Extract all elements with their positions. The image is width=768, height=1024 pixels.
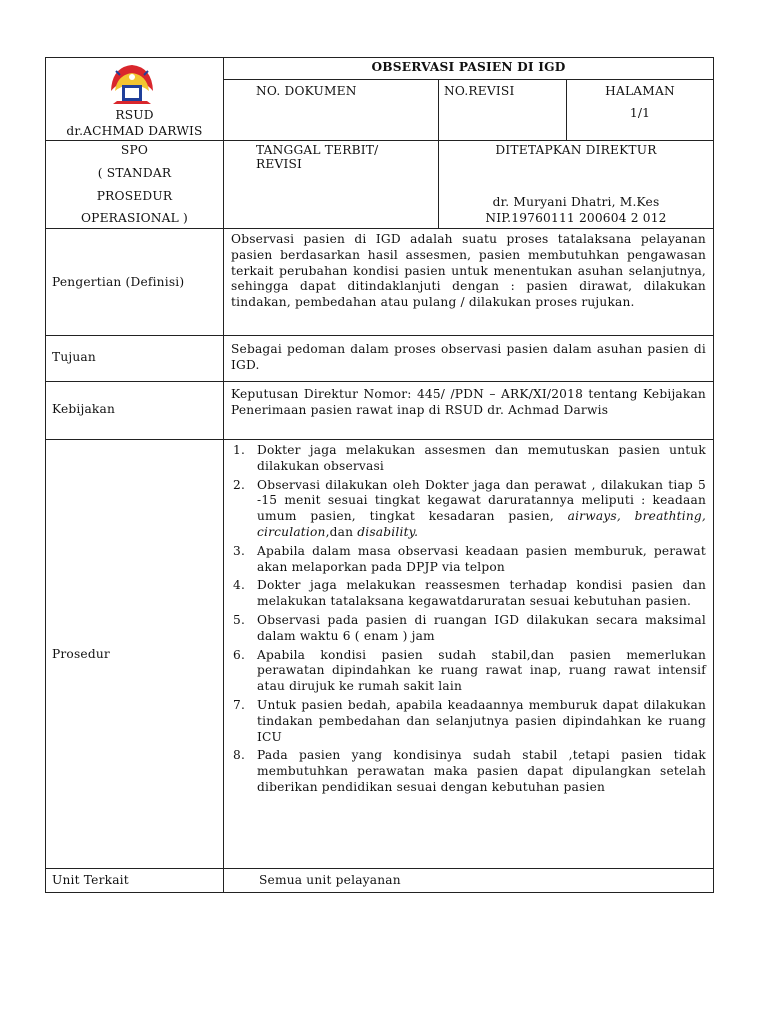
- list-item: [233, 698, 706, 745]
- kebijakan-label: Kebijakan: [52, 402, 116, 416]
- list-item-text: Observasi pada pasien di ruangan IGD dilakukan secara maksimal dalam waktu 6 ( enam ) jam: [257, 612, 706, 643]
- list-item: [233, 578, 706, 610]
- pengertian-label: Pengertian (Definisi): [52, 275, 185, 289]
- list-item-number: 3.: [233, 543, 246, 558]
- list-item-text: Dokter jaga melakukan assesmen dan memutuskan pasien untuk dilakukan observasi: [257, 443, 706, 473]
- list-item-italic: airways, breathting, circulation: [257, 509, 706, 539]
- ditetapkan-direktur-label: DITETAPKAN DIREKTUR: [495, 143, 657, 157]
- row-separator-6: [45, 868, 714, 869]
- spo-label-line2: ( STANDAR: [97, 166, 172, 180]
- halaman-label: HALAMAN: [605, 84, 675, 98]
- hospital-name-line2: dr.ACHMAD DARWIS: [66, 124, 203, 138]
- table-border-right: [713, 57, 714, 893]
- no-dokumen-label: NO. DOKUMEN: [256, 84, 357, 98]
- list-item-text: Apabila kondisi pasien sudah stabil,dan pasien memerlukan perawatan dipindahkan ke ruang rawat inap, ruang rawat intensif atau dirujuk ke rumah sakit lain: [257, 647, 706, 694]
- table-border-top: [45, 57, 714, 58]
- tujuan-label: Tujuan: [52, 350, 96, 364]
- list-item-text: ,dan: [325, 524, 358, 539]
- prosedur-label: Prosedur: [52, 647, 110, 661]
- list-item-italic: disability.: [357, 524, 419, 539]
- table-border-left: [45, 57, 46, 893]
- list-item: [233, 648, 706, 695]
- list-item-number: 7.: [233, 697, 246, 712]
- list-item: [233, 613, 706, 645]
- tujuan-text: Sebagai pedoman dalam proses observasi pasien dalam asuhan pasien di IGD.: [231, 342, 706, 372]
- header-divider-1: [438, 79, 439, 140]
- list-item-text: Pada pasien yang kondisinya sudah stabil ,tetapi pasien tidak membutuhkan perawatan maka pasien dapat dipulangkan setelah diberikan pendidikan sesuai dengan kebutuhan pasien: [257, 748, 706, 794]
- list-item-number: 6.: [233, 647, 246, 662]
- table-border-bottom: [45, 892, 714, 893]
- row-separator-1: [45, 140, 714, 141]
- column-divider: [223, 57, 224, 893]
- list-item-number: 5.: [233, 612, 246, 627]
- tanggal-terbit-label: TANGGAL TERBIT/: [256, 143, 379, 157]
- list-item-text: Dokter jaga melakukan reassesmen terhadap kondisi pasien dan melakukan tatalaksana kegawatdaruratan sesuai kebutuhan pasien.: [257, 578, 706, 609]
- prosedur-list: [233, 443, 706, 799]
- hospital-name-line1: RSUD: [115, 108, 154, 122]
- spo-label-line4: OPERASIONAL ): [80, 211, 188, 225]
- list-item-number: 8.: [233, 748, 246, 763]
- unit-terkait-label: Unit Terkait: [52, 873, 129, 887]
- pengertian-text: Observasi pasien di IGD adalah suatu proses tatalaksana pelayanan pasien berdasarkan hasil assesmen, pasien membutuhkan pengawasan terkait perubahan kondisi pasien untuk menentukan asuhan selanjutnya, sehingga dapat ditindaklanjuti dengan : pasien dirawat, dilakukan tindakan, pembedahan atau pulang / dilakukan proses rujukan.: [231, 232, 706, 310]
- document-title: OBSERVASI PASIEN DI IGD: [371, 60, 566, 74]
- hospital-logo-icon: [107, 61, 157, 105]
- row-separator-4: [45, 381, 714, 382]
- tanggal-terbit-label-line2: REVISI: [256, 157, 303, 171]
- list-item: [233, 443, 706, 475]
- list-item-number: 1.: [233, 443, 246, 457]
- no-revisi-label: NO.REVISI: [444, 84, 515, 98]
- list-item: [233, 544, 706, 576]
- list-item-number: 2.: [233, 477, 246, 492]
- list-item-text: Apabila dalam masa observasi keadaan pasien memburuk, perawat akan melaporkan pada DPJP via telpon: [257, 543, 706, 574]
- list-item-text: Untuk pasien bedah, apabila keadaannya memburuk dapat dilakukan tindakan pembedahan dan selanjutnya pasien dipindahkan ke ruang ICU: [257, 697, 706, 744]
- row-separator-5: [45, 439, 714, 440]
- row-separator-3: [45, 335, 714, 336]
- list-item: [233, 748, 706, 795]
- spo-label-line3: PROSEDUR: [96, 189, 173, 203]
- list-item-text: Observasi dilakukan oleh Dokter jaga dan perawat , dilakukan tiap 5 -15 menit sesuai tingkat kegawat daruratannya meliputi : keadaan umum pasien, tingkat kesadaran pasien,: [257, 477, 706, 524]
- unit-terkait-text: Semua unit pelayanan: [259, 873, 401, 887]
- list-item: [233, 478, 706, 541]
- halaman-value: 1/1: [629, 106, 651, 120]
- list-item-number: 4.: [233, 578, 246, 593]
- spo-label: SPO: [120, 143, 149, 157]
- row-separator-2: [45, 228, 714, 229]
- kebijakan-text: Keputusan Direktur Nomor: 445/ /PDN – ARK/XI/2018 tentang Kebijakan Penerimaan pasien rawat inap di RSUD dr. Achmad Darwis: [231, 387, 706, 417]
- director-name: dr. Muryani Dhatri, M.Kes: [492, 195, 660, 209]
- title-underline: [223, 79, 713, 80]
- director-nip: NIP.19760111 200604 2 012: [485, 211, 667, 225]
- hospital-logo: [107, 61, 157, 105]
